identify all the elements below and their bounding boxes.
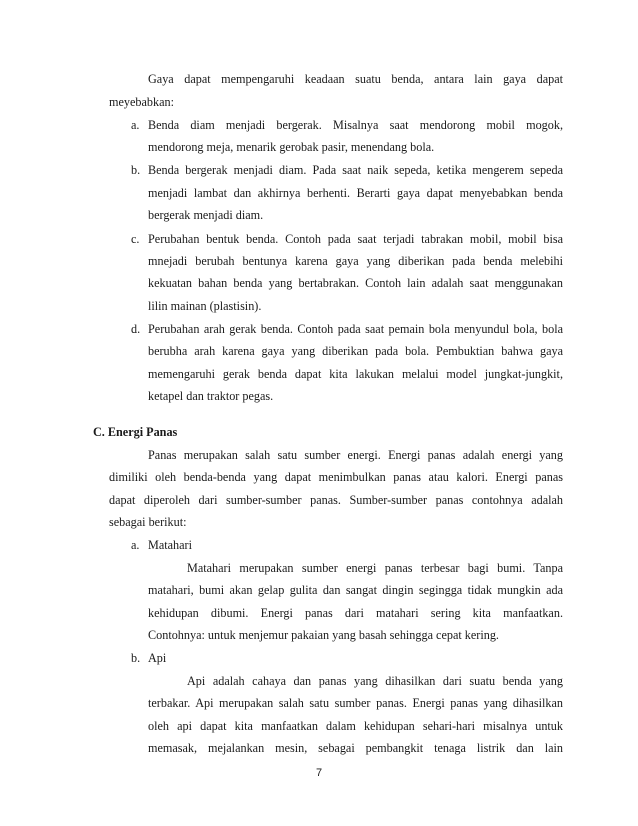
gaya-item-d-line-4: ketapel dan traktor pegas. [148, 389, 274, 404]
section-c-para-line-2: dimiliki oleh benda-benda yang dapat menimbulkan panas atau kalori. Energi panas [109, 470, 563, 485]
gaya-item-d-line-1: Perubahan arah gerak benda. Contoh pada saat pemain bola menyundul bola, bola [148, 322, 563, 336]
gaya-item-c-line-1: Perubahan bentuk benda. Contoh pada saat terjadi tabrakan mobil, mobil bisa [148, 231, 563, 246]
gaya-item-a-marker: a. [131, 117, 140, 132]
gaya-item-b-line-2: menjadi lambat dan akhirnya berhenti. Berarti gaya dapat menyebabkan benda [148, 185, 563, 200]
intro-line-1: Gaya dapat mempengaruhi keadaan suatu benda, antara lain gaya dapat [148, 72, 563, 86]
gaya-item-c-line-3: kekuatan bahan benda yang bertabrakan. Contoh lain adalah saat menggunakan [148, 276, 563, 291]
section-c-para-line-3: dapat diperoleh dari sumber-sumber panas. Sumber-sumber panas contohnya adalah [109, 492, 563, 507]
panas-item-b-line-3: oleh api dapat kita manfaatkan dalam kehidupan sehari-hari misalnya untuk [148, 718, 563, 733]
gaya-item-c-line-2: mnejadi berubah bentunya karena gaya yang diberikan pada benda melebihi [148, 253, 563, 268]
gaya-item-b-marker: b. [131, 163, 141, 178]
gaya-item-c-line-4: lilin mainan (plastisin). [148, 298, 262, 313]
gaya-item-c-marker: c. [131, 231, 140, 246]
panas-item-b-marker: b. [131, 651, 141, 666]
panas-item-b-title: Api [148, 651, 167, 666]
intro-line-2: meyebabkan: [109, 95, 174, 110]
panas-item-b-line-1: Api adalah cahaya dan panas yang dihasilkan dari suatu benda yang [187, 673, 563, 688]
panas-item-a-title: Matahari [148, 538, 192, 553]
panas-item-a-line-1: Matahari merupakan sumber energi panas terbesar bagi bumi. Tanpa [187, 560, 563, 575]
page-number: 7 [315, 767, 323, 779]
section-c-heading: C. Energi Panas [93, 424, 178, 439]
gaya-item-a-line-2: mendorong meja, menarik gerobak pasir, menendang bola. [148, 140, 435, 155]
gaya-item-a-line-1: Benda diam menjadi bergerak. Misalnya saat mendorong mobil mogok, [148, 117, 563, 132]
panas-item-a-marker: a. [131, 538, 140, 553]
gaya-item-d-line-3: memengaruhi gerak benda dapat kita lakukan melalui model jungkat-jungkit, [148, 366, 563, 381]
panas-item-a-line-3: kehidupan dibumi. Energi panas dari matahari sering kita manfaatkan. [148, 605, 563, 620]
gaya-item-b-line-1: Benda bergerak menjadi diam. Pada saat naik sepeda, ketika mengerem sepeda [148, 163, 563, 178]
panas-item-b-line-4: memasak, mejalankan mesin, sebagai pembangkit tenaga listrik dan lain [148, 741, 563, 755]
gaya-item-b-line-3: bergerak menjadi diam. [148, 208, 264, 223]
panas-item-b-line-2: terbakar. Api merupakan salah satu sumber panas. Energi panas yang dihasilkan [148, 696, 563, 711]
gaya-item-d-line-2: berubha arah karena gaya yang diberikan pada bola. Pembuktian bahwa gaya [148, 344, 563, 359]
section-c-para-line-1: Panas merupakan salah satu sumber energi. Energi panas adalah energi yang [148, 447, 563, 462]
section-c-para-line-4: sebagai berikut: [109, 515, 187, 530]
panas-item-a-line-4: Contohnya: untuk menjemur pakaian yang basah sehingga cepat kering. [148, 628, 499, 643]
gaya-item-d-marker: d. [131, 322, 141, 336]
panas-item-a-line-2: matahari, bumi akan gelap gulita dan sangat dingin segingga tidak mungkin ada [148, 583, 563, 598]
